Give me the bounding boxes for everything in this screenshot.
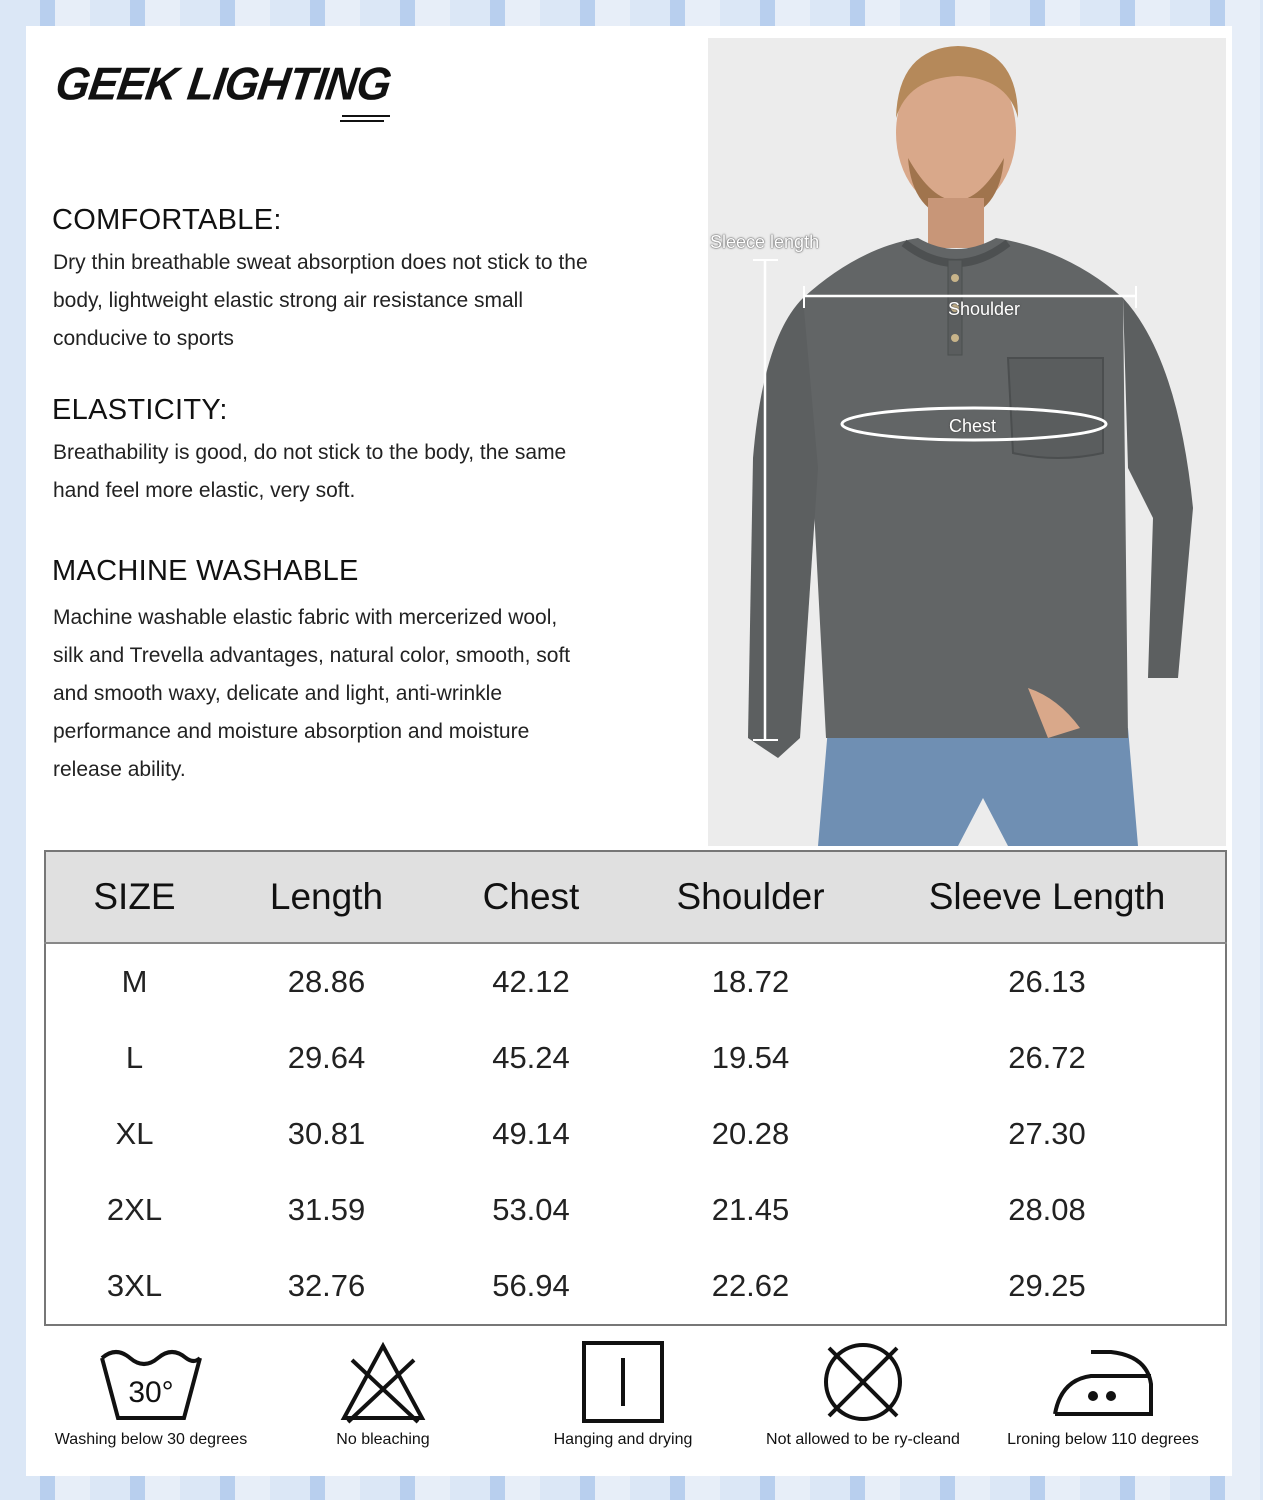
care-item-no-dry-clean (748, 1340, 978, 1449)
header-shoulder: Shoulder (632, 851, 869, 943)
table-row (45, 943, 1226, 1021)
cell-chest: 45.24 (492, 1040, 570, 1076)
hang-dry-icon (581, 1340, 665, 1425)
cell-length: 30.81 (287, 1115, 366, 1151)
size-chart-table (44, 850, 1227, 1326)
iron-icon (1051, 1340, 1155, 1425)
cell-shoulder: 22.62 (711, 1267, 790, 1303)
table-row (45, 1096, 1226, 1172)
shoulder-label: Shoulder (948, 299, 1021, 319)
sleeve-length-label: Sleece length (710, 232, 820, 252)
header-sleeve-length: Sleeve Length (869, 851, 1226, 943)
no-bleach-icon (338, 1340, 428, 1425)
cell-length: 29.64 (287, 1040, 366, 1076)
product-photo (708, 38, 1226, 846)
brand-logo: GEEK LIGHTING (52, 58, 394, 111)
header-size: SIZE (45, 851, 223, 943)
wash-temp-text: 30° (128, 1376, 174, 1409)
no-dry-clean-icon (821, 1340, 905, 1425)
cell-shoulder: 18.72 (711, 964, 790, 1000)
cell-chest: 56.94 (492, 1267, 570, 1303)
header-chest: Chest (430, 851, 632, 943)
feature-title-machine-washable: MACHINE WASHABLE (52, 555, 359, 587)
care-item-no-bleach (268, 1340, 498, 1449)
table-row (45, 1247, 1226, 1325)
cell-sleeve: 26.13 (1008, 964, 1086, 1000)
care-label-wash: Washing below 30 degrees (54, 1431, 248, 1448)
care-item-wash (36, 1340, 266, 1449)
feature-body-machine-washable: Machine washable elastic fabric with mercerized wool, silk and Trevella advantages, natural color, smooth, soft and smooth waxy, delicate and light, anti-wrinkle performance and moisture absorption and moisture release ability. (53, 606, 571, 781)
cell-sleeve: 28.08 (1008, 1191, 1086, 1227)
feature-title-comfortable: COMFORTABLE: (52, 204, 282, 236)
header-length: Length (223, 851, 430, 943)
feature-body-comfortable: Dry thin breathable sweat absorption does not stick to the body, lightweight elastic strong air resistance small conducive to sports (53, 251, 588, 350)
cell-size: M (121, 964, 148, 1000)
model-illustration (708, 38, 1226, 846)
feature-body-elasticity: Breathability is good, do not stick to the body, the same hand feel more elastic, very soft. (53, 441, 567, 502)
feature-title-elasticity: ELASTICITY: (52, 394, 228, 426)
size-table-header (45, 851, 1226, 943)
cell-length: 32.76 (287, 1267, 366, 1303)
care-label-no-bleach: No bleaching (336, 1431, 430, 1448)
cell-shoulder: 21.45 (711, 1191, 790, 1227)
chest-label: Chest (949, 416, 997, 436)
cell-shoulder: 20.28 (711, 1115, 790, 1151)
table-row (45, 1021, 1226, 1097)
cell-sleeve: 27.30 (1008, 1115, 1086, 1151)
cell-size: 2XL (106, 1191, 163, 1227)
cell-chest: 49.14 (492, 1115, 570, 1151)
care-label-no-dry-clean: Not allowed to be ry-cleand (766, 1431, 960, 1448)
cell-size: 3XL (106, 1267, 163, 1303)
cell-sleeve: 29.25 (1008, 1267, 1086, 1303)
cell-chest: 53.04 (492, 1191, 570, 1227)
wash-30-icon (96, 1340, 206, 1425)
care-item-hang-dry (508, 1340, 738, 1449)
logo-swoosh-icon (340, 114, 392, 124)
care-label-iron: Lroning below 110 degrees (1007, 1431, 1199, 1448)
cell-chest: 42.12 (492, 964, 570, 1000)
cell-length: 31.59 (287, 1191, 366, 1227)
cell-size: L (125, 1040, 144, 1076)
cell-length: 28.86 (287, 964, 366, 1000)
cell-sleeve: 26.72 (1008, 1040, 1086, 1076)
cell-shoulder: 19.54 (711, 1040, 790, 1076)
table-row (45, 1172, 1226, 1248)
care-label-hang-dry: Hanging and drying (553, 1431, 693, 1448)
cell-size: XL (115, 1115, 154, 1151)
care-item-iron (988, 1340, 1218, 1449)
